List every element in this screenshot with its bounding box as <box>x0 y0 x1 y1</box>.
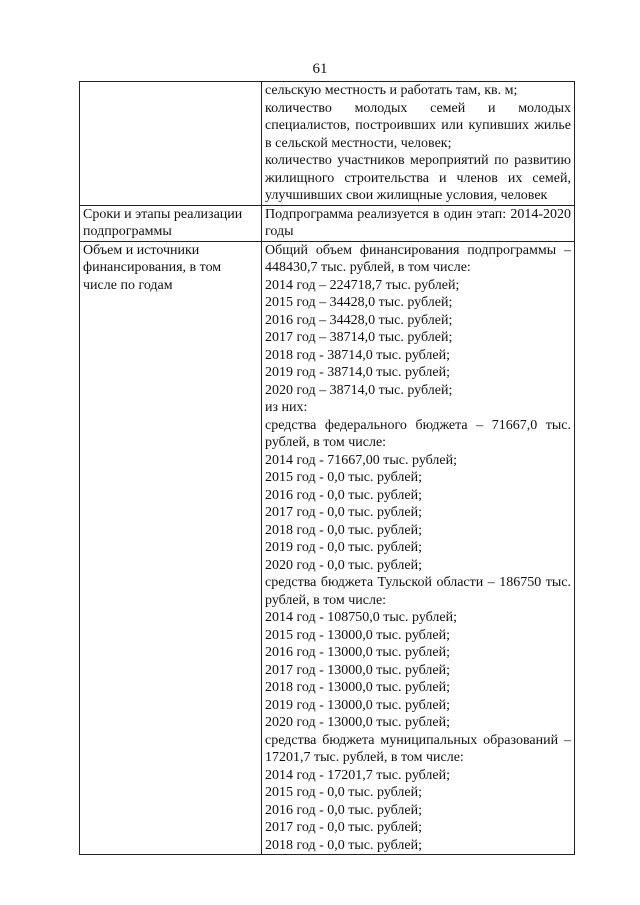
indicator-text: сельскую местность и работать там, кв. м; <box>265 83 518 98</box>
financing-line: средства бюджета муниципальных образований – 17201,7 тыс. рублей, в том числе: <box>265 732 571 765</box>
financing-line: 2014 год - 108750,0 тыс. рублей; <box>265 610 458 625</box>
financing-line: 2018 год - 38714,0 тыс. рублей; <box>265 347 451 363</box>
financing-line: 2018 год - 0,0 тыс. рублей; <box>265 837 423 853</box>
table-row-indicators <box>80 82 575 206</box>
indicator-text: количество молодых семей и молодых специалистов, построивших или купивших жилье в сельской местности, человек; <box>265 100 571 151</box>
row-label <box>80 82 262 206</box>
financing-cell <box>262 241 575 855</box>
financing-line: 2016 год – 34428,0 тыс. рублей; <box>265 312 453 328</box>
indicators-cell <box>262 82 575 206</box>
financing-line: 2016 год - 0,0 тыс. рублей; <box>265 802 423 818</box>
financing-line: средства федерального бюджета – 71667,0 тыс. рублей, в том числе: <box>265 417 571 450</box>
financing-line: 2019 год - 38714,0 тыс. рублей; <box>265 365 451 380</box>
financing-line: 2017 год - 0,0 тыс. рублей; <box>265 820 423 835</box>
financing-line: 2020 год – 38714,0 тыс. рублей; <box>265 382 453 398</box>
timing-cell <box>262 205 575 241</box>
financing-line: 2015 год – 34428,0 тыс. рублей; <box>265 295 453 310</box>
row-label: Сроки и этапы реализации подпрограммы <box>80 205 262 241</box>
row-label: Объем и источники финансирования, в том числе по годам <box>80 241 262 855</box>
financing-line: 2018 год - 13000,0 тыс. рублей; <box>265 680 451 695</box>
financing-line: 2015 год - 13000,0 тыс. рублей; <box>265 627 451 643</box>
financing-line: 2015 год - 0,0 тыс. рублей; <box>265 470 423 485</box>
financing-line: 2020 год - 0,0 тыс. рублей; <box>265 557 423 573</box>
timing-text: Подпрограмма реализуется в один этап: 2014-2020 годы <box>265 206 571 239</box>
financing-line: из них: <box>265 400 308 415</box>
financing-line: 2017 год - 13000,0 тыс. рублей; <box>265 662 451 678</box>
financing-line: 2014 год - 17201,7 тыс. рублей; <box>265 767 451 783</box>
financing-line: 2019 год - 13000,0 тыс. рублей; <box>265 697 451 713</box>
financing-line: 2019 год - 0,0 тыс. рублей; <box>265 540 423 555</box>
financing-line: 2014 год - 71667,00 тыс. рублей; <box>265 452 458 468</box>
passport-table <box>79 81 575 855</box>
table-row-financing <box>80 241 575 855</box>
indicator-text: количество участников мероприятий по развитию жилищного строительства и членов их семей, улучшивших свои жилищные условия, человек <box>265 153 571 203</box>
table-row-timing <box>80 205 575 241</box>
page-number: 61 <box>312 61 328 77</box>
financing-line: 2016 год - 0,0 тыс. рублей; <box>265 487 423 503</box>
financing-line: средства бюджета Тульской области – 186750 тыс. рублей, в том числе: <box>265 575 571 608</box>
financing-line: 2016 год - 13000,0 тыс. рублей; <box>265 645 451 660</box>
financing-line: 2014 год – 224718,7 тыс. рублей; <box>265 277 460 293</box>
financing-line: 2020 год - 13000,0 тыс. рублей; <box>265 715 451 730</box>
financing-line: 2018 год - 0,0 тыс. рублей; <box>265 522 423 538</box>
financing-line: Общий объем финансирования подпрограммы – 448430,7 тыс. рублей, в том числе: <box>265 242 571 275</box>
financing-line: 2017 год – 38714,0 тыс. рублей; <box>265 330 453 345</box>
financing-line: 2015 год - 0,0 тыс. рублей; <box>265 785 423 800</box>
financing-line: 2017 год - 0,0 тыс. рублей; <box>265 505 423 520</box>
